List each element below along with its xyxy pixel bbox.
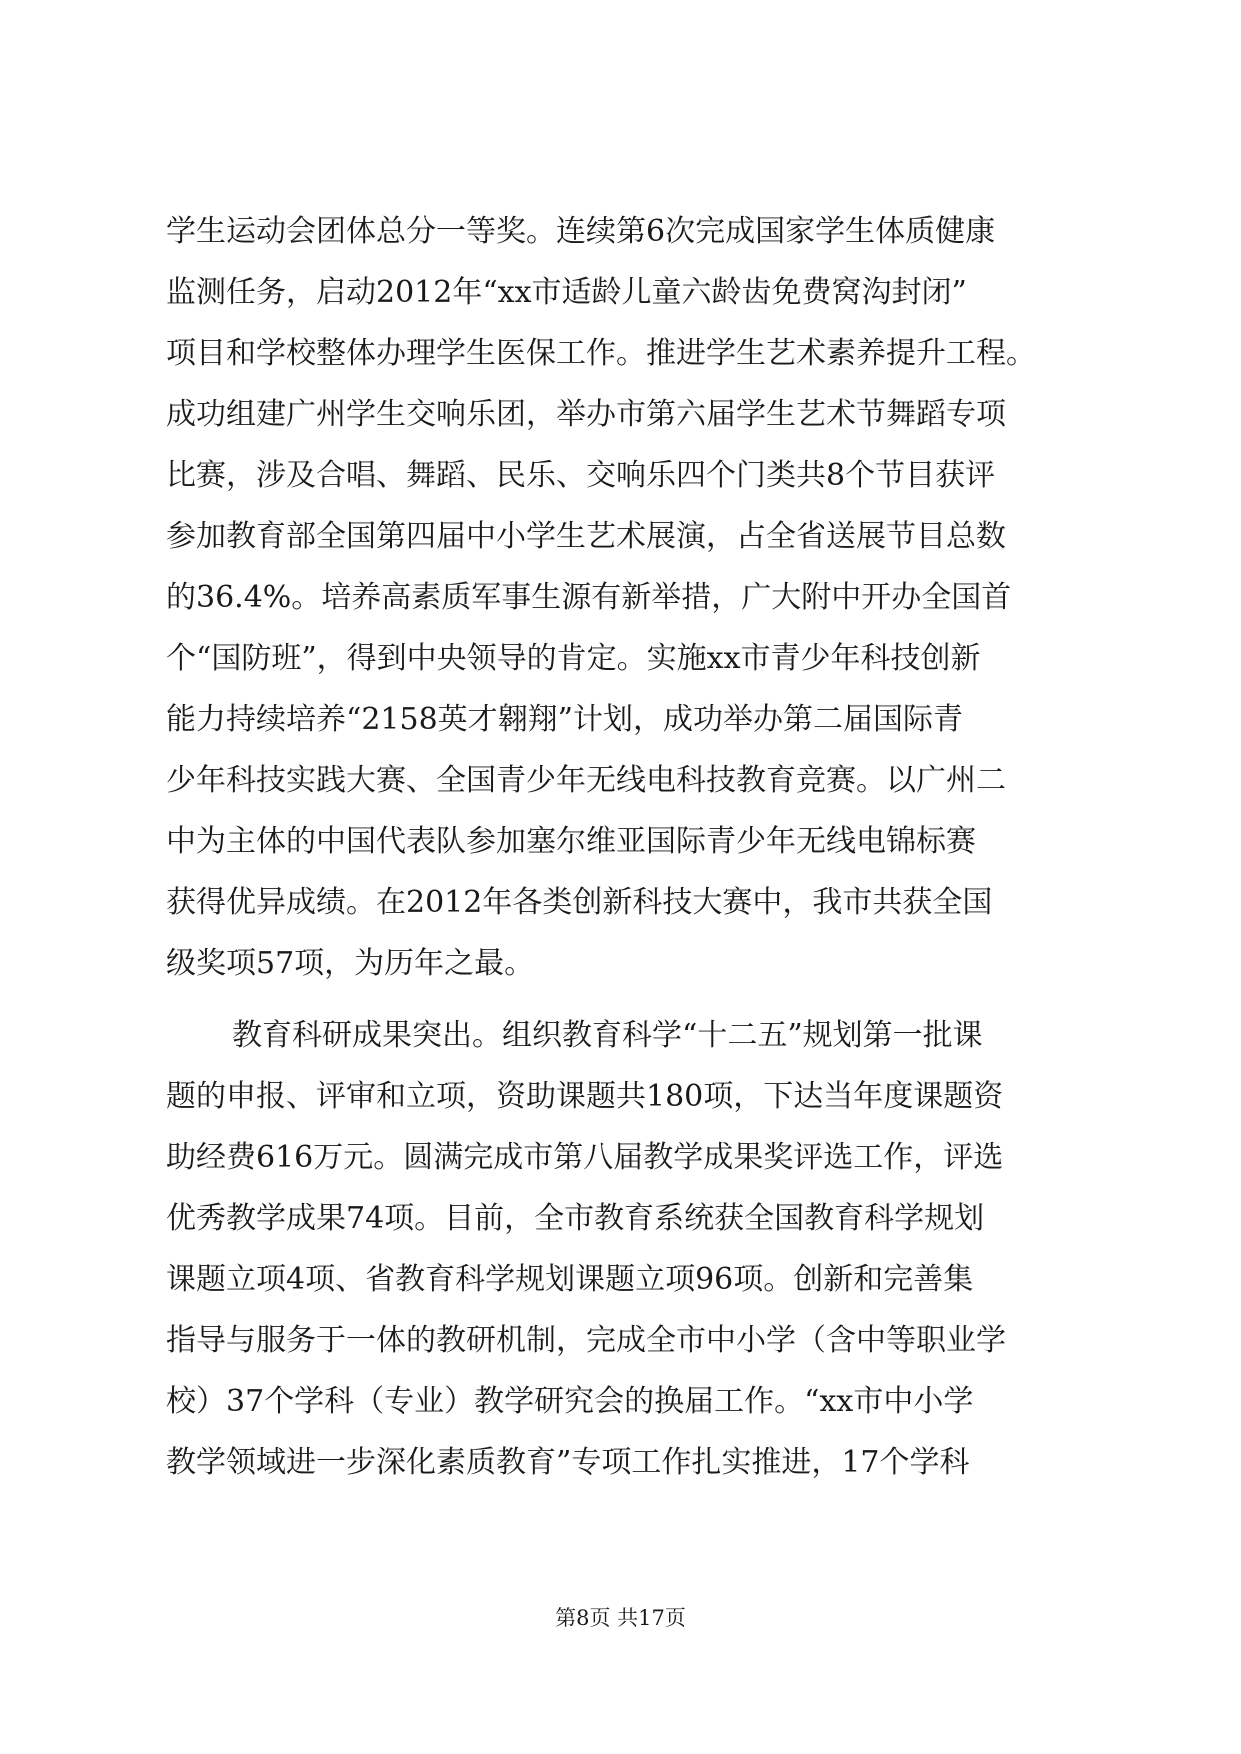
body-text-line: 能力持续培养“2158英才翱翔”计划，成功举办第二届国际青 (166, 702, 964, 737)
page-number-footer: 第8页 共17页 (555, 1606, 686, 1630)
body-text-line: 的36.4%。培养高素质军事生源有新举措，广大附中开办全国首 (166, 580, 1012, 615)
body-text-line: 助经费616万元。圆满完成市第八届教学成果奖评选工作，评选 (166, 1140, 1004, 1175)
paragraph-start-line: 教育科研成果突出。组织教育科学“十二五”规划第一批课 (232, 1018, 983, 1053)
body-text-line: 个“国防班”，得到中央领导的肯定。实施xx市青少年科技创新 (166, 641, 981, 676)
body-text-line: 中为主体的中国代表队参加塞尔维亚国际青少年无线电锦标赛 (166, 824, 976, 859)
body-text-line: 优秀教学成果74项。目前，全市教育系统获全国教育科学规划 (166, 1201, 985, 1236)
body-text-line: 项目和学校整体办理学生医保工作。推进学生艺术素养提升工程。 (166, 336, 1036, 371)
body-text-line: 课题立项4项、省教育科学规划课题立项96项。创新和完善集 (166, 1262, 974, 1297)
body-text-line: 指导与服务于一体的教研机制，完成全市中小学（含中等职业学 (166, 1323, 1006, 1358)
body-text-line: 获得优异成绩。在2012年各类创新科技大赛中，我市共获全国 (166, 885, 993, 920)
body-text-line: 级奖项57项，为历年之最。 (166, 946, 535, 981)
body-text-line: 少年科技实践大赛、全国青少年无线电科技教育竞赛。以广州二 (166, 763, 1006, 798)
body-text-line: 教学领域进一步深化素质教育”专项工作扎实推进，17个学科 (166, 1445, 970, 1480)
body-text-line: 题的申报、评审和立项，资助课题共180项，下达当年度课题资 (166, 1079, 1004, 1114)
body-text-line: 监测任务，启动2012年“xx市适龄儿童六龄齿免费窝沟封闭” (166, 275, 967, 310)
body-text-line: 成功组建广州学生交响乐团，举办市第六届学生艺术节舞蹈专项 (166, 397, 1006, 432)
body-text-line: 参加教育部全国第四届中小学生艺术展演，占全省送展节目总数 (166, 519, 1006, 554)
body-text-line: 校）37个学科（专业）教学研究会的换届工作。“xx市中小学 (166, 1384, 974, 1419)
body-text-line: 比赛，涉及合唱、舞蹈、民乐、交响乐四个门类共8个节目获评 (166, 458, 996, 493)
body-text-line: 学生运动会团体总分一等奖。连续第6次完成国家学生体质健康 (166, 214, 996, 249)
